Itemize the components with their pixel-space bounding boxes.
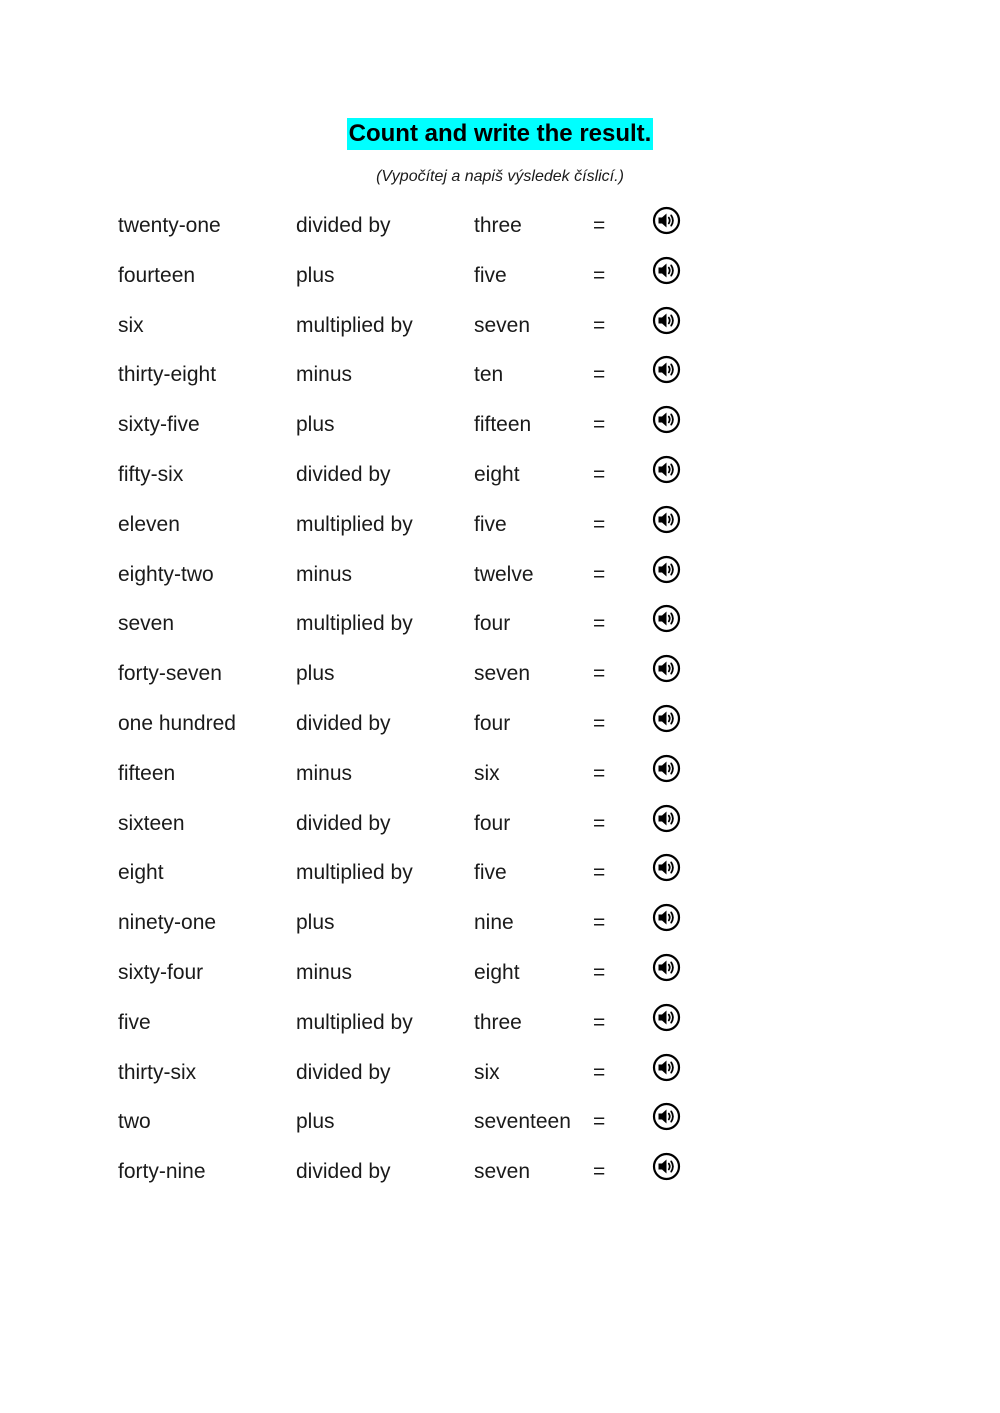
equals-sign: = xyxy=(593,562,606,586)
operation: multiplied by xyxy=(296,861,413,885)
second-number: eight xyxy=(474,960,520,984)
speaker-icon[interactable] xyxy=(652,903,681,932)
speaker-icon[interactable] xyxy=(652,1102,681,1131)
operation: minus xyxy=(296,761,353,785)
first-number: eighty-two xyxy=(118,562,214,586)
exercise-row xyxy=(0,900,1000,950)
equals-sign: = xyxy=(593,1060,606,1084)
operation: plus xyxy=(296,263,335,287)
exercise-row xyxy=(0,203,1000,253)
equals-sign: = xyxy=(593,214,606,237)
speaker-icon[interactable] xyxy=(652,953,681,982)
second-number: eight xyxy=(474,462,520,486)
second-number: fifteen xyxy=(474,413,532,437)
operation: divided by xyxy=(296,711,391,735)
operation: plus xyxy=(296,662,335,686)
first-number: thirty-eight xyxy=(118,363,217,387)
operation: divided by xyxy=(296,214,391,237)
exercise-row xyxy=(0,352,1000,402)
second-number: five xyxy=(474,263,507,287)
exercise-row xyxy=(0,303,1000,353)
exercise-row xyxy=(0,452,1000,502)
first-number: eleven xyxy=(118,512,180,536)
operation: minus xyxy=(296,562,353,586)
exercise-list xyxy=(0,203,1000,1199)
speaker-icon[interactable] xyxy=(652,206,681,235)
speaker-icon[interactable] xyxy=(652,1152,681,1181)
operation: divided by xyxy=(296,462,391,486)
second-number: seventeen xyxy=(474,1110,571,1134)
equals-sign: = xyxy=(593,761,606,785)
speaker-icon[interactable] xyxy=(652,1003,681,1032)
speaker-icon[interactable] xyxy=(652,853,681,882)
equals-sign: = xyxy=(593,811,606,835)
first-number: fourteen xyxy=(118,263,196,287)
operation: multiplied by xyxy=(296,313,413,337)
second-number: three xyxy=(474,1010,522,1034)
first-number: twenty-one xyxy=(118,214,221,237)
speaker-icon[interactable] xyxy=(652,355,681,384)
exercise-row xyxy=(0,850,1000,900)
second-number: twelve xyxy=(474,562,534,586)
speaker-icon[interactable] xyxy=(652,555,681,584)
equals-sign: = xyxy=(593,861,606,885)
speaker-icon[interactable] xyxy=(652,604,681,633)
equals-sign: = xyxy=(593,512,606,536)
speaker-icon[interactable] xyxy=(652,455,681,484)
second-number: four xyxy=(474,612,511,636)
first-number: fifty-six xyxy=(118,462,184,486)
title-wrapper xyxy=(0,118,1000,150)
operation: minus xyxy=(296,960,353,984)
equals-sign: = xyxy=(593,960,606,984)
first-number: five xyxy=(118,1010,151,1034)
exercise-row xyxy=(0,801,1000,851)
equals-sign: = xyxy=(593,462,606,486)
first-number: one hundred xyxy=(118,711,236,735)
speaker-icon[interactable] xyxy=(652,405,681,434)
second-number: five xyxy=(474,512,507,536)
first-number: sixty-four xyxy=(118,960,204,984)
first-number: thirty-six xyxy=(118,1060,197,1084)
speaker-icon[interactable] xyxy=(652,1053,681,1082)
first-number: ninety-one xyxy=(118,911,217,935)
equals-sign: = xyxy=(593,263,606,287)
second-number: six xyxy=(474,761,500,785)
second-number: three xyxy=(474,214,522,237)
speaker-icon[interactable] xyxy=(652,804,681,833)
operation: multiplied by xyxy=(296,1010,413,1034)
second-number: nine xyxy=(474,911,514,935)
second-number: ten xyxy=(474,363,504,387)
operation: plus xyxy=(296,911,335,935)
exercise-row xyxy=(0,701,1000,751)
operation: divided by xyxy=(296,1160,391,1184)
second-number: seven xyxy=(474,662,531,686)
speaker-icon[interactable] xyxy=(652,306,681,335)
exercise-row xyxy=(0,950,1000,1000)
first-number: sixty-five xyxy=(118,413,200,437)
operation: multiplied by xyxy=(296,612,413,636)
exercise-row xyxy=(0,601,1000,651)
operation: plus xyxy=(296,413,335,437)
exercise-row xyxy=(0,1099,1000,1149)
exercise-row xyxy=(0,651,1000,701)
first-number: fifteen xyxy=(118,761,176,785)
equals-sign: = xyxy=(593,1160,606,1184)
exercise-row xyxy=(0,552,1000,602)
equals-sign: = xyxy=(593,662,606,686)
second-number: four xyxy=(474,711,511,735)
first-number: forty-nine xyxy=(118,1160,206,1184)
first-number: two xyxy=(118,1110,151,1134)
second-number: four xyxy=(474,811,511,835)
equals-sign: = xyxy=(593,711,606,735)
first-number: forty-seven xyxy=(118,662,222,686)
exercise-row xyxy=(0,751,1000,801)
equals-sign: = xyxy=(593,313,606,337)
exercise-row xyxy=(0,1050,1000,1100)
speaker-icon[interactable] xyxy=(652,505,681,534)
second-number: seven xyxy=(474,313,531,337)
exercise-row xyxy=(0,402,1000,452)
first-number: six xyxy=(118,313,144,337)
first-number: eight xyxy=(118,861,164,885)
first-number: sixteen xyxy=(118,811,185,835)
second-number: six xyxy=(474,1060,500,1084)
operation: divided by xyxy=(296,811,391,835)
operation: minus xyxy=(296,363,353,387)
exercise-row xyxy=(0,1149,1000,1199)
speaker-icon[interactable] xyxy=(652,654,681,683)
equals-sign: = xyxy=(593,612,606,636)
page-subtitle: (Vypočítej a napiš výsledek číslicí.) xyxy=(376,168,624,185)
second-number: five xyxy=(474,861,507,885)
operation: divided by xyxy=(296,1060,391,1084)
equals-sign: = xyxy=(593,1010,606,1034)
speaker-icon[interactable] xyxy=(652,754,681,783)
page-title: Count and write the result. xyxy=(347,118,654,150)
operation: plus xyxy=(296,1110,335,1134)
speaker-icon[interactable] xyxy=(652,256,681,285)
exercise-row xyxy=(0,1000,1000,1050)
exercise-row xyxy=(0,253,1000,303)
second-number: seven xyxy=(474,1160,531,1184)
equals-sign: = xyxy=(593,413,606,437)
equals-sign: = xyxy=(593,363,606,387)
equals-sign: = xyxy=(593,1110,606,1134)
first-number: seven xyxy=(118,612,175,636)
speaker-icon[interactable] xyxy=(652,704,681,733)
operation: multiplied by xyxy=(296,512,413,536)
exercise-row xyxy=(0,502,1000,552)
equals-sign: = xyxy=(593,911,606,935)
